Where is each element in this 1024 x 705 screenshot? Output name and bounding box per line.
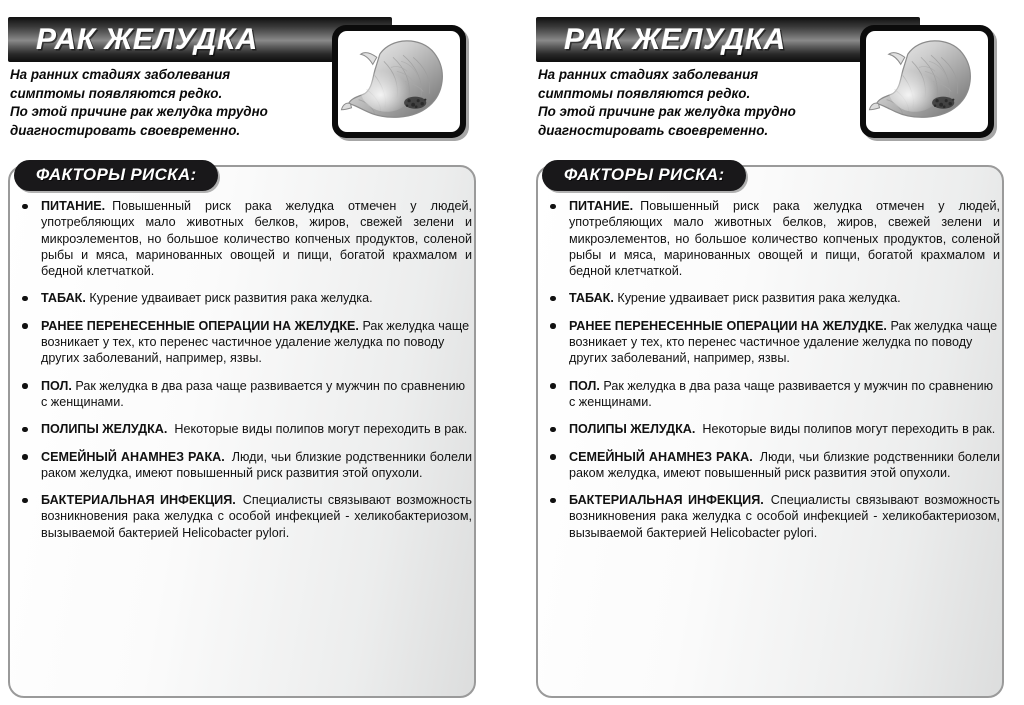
intro-line: По этой причине рак желудка трудно [10, 104, 268, 120]
stomach-icon [866, 31, 988, 132]
bullet-icon [22, 323, 28, 329]
page-title: РАК ЖЕЛУДКА [564, 22, 786, 56]
bullet-icon [22, 296, 28, 302]
list-item [548, 449, 1000, 482]
factor-term: ПОЛИПЫ ЖЕЛУДКА. [569, 422, 696, 437]
factor-text: Рак желудка чаще возникает у тех, кто перенес частичное удаление желудка по поводу других заболеваний, например, язвы. [41, 318, 470, 366]
factor-term: ТАБАК. [41, 291, 86, 306]
intro-line: диагностировать своевременно. [538, 122, 769, 138]
factor-text: Специалисты связывают возможность возникновения рака желудка с особой инфекцией - хеликобактериозом, вызываемой бактерией Helicobacter pylori. [569, 493, 1000, 540]
bullet-icon [550, 498, 556, 504]
intro-text [10, 66, 320, 140]
factor-term: ТАБАК. [569, 291, 614, 306]
factor-term: ПИТАНИЕ. [569, 199, 634, 213]
bullet-icon [22, 427, 28, 433]
list-item [548, 318, 1000, 367]
list-item [20, 318, 472, 367]
factor-text: Люди, чьи близкие родственники болели раком желудка, имеют повышенный риск развития этой опухоли. [569, 449, 1000, 480]
list-item [548, 290, 1000, 306]
intro-line: На ранних стадиях заболевания [10, 67, 231, 82]
bullet-icon [550, 296, 556, 302]
risk-factors-list [548, 198, 1000, 541]
factor-term: СЕМЕЙНЫЙ АНАМНЕЗ РАКА. [569, 449, 753, 464]
stomach-illustration-box [332, 25, 466, 138]
bullet-icon [22, 454, 28, 460]
bullet-icon [22, 204, 28, 210]
list-item [548, 492, 1000, 541]
bullet-icon [22, 498, 28, 504]
factor-text: Повышенный риск рака желудка отмечен у людей, употребляющих мало животных белков, жиров, свежей зелени и микроэлементов, но большое количество копченых продуктов, соленой рыбы и мяса, маринованных овощей и пищи, богатой крахмалом и бедной клетчаткой. [569, 199, 1000, 279]
factor-term: ПОЛИПЫ ЖЕЛУДКА. [41, 422, 168, 437]
list-item [20, 198, 472, 279]
factor-text: Курение удваивает риск развития рака желудка. [617, 291, 901, 306]
list-item [20, 449, 472, 482]
list-item [548, 198, 1000, 279]
intro-line: симптомы появляются редко. [10, 85, 223, 101]
factor-text: Специалисты связывают возможность возникновения рака желудка с особой инфекцией - хеликобактериозом, вызываемой бактерией Helicobacter pylori. [41, 493, 472, 540]
factor-text: Рак желудка в два раза чаще развивается у мужчин по сравнению с женщинами. [569, 378, 994, 409]
factor-text: Люди, чьи близкие родственники болели раком желудка, имеют повышенный риск развития этой опухоли. [41, 449, 472, 480]
list-item [20, 378, 472, 411]
factor-term: БАКТЕРИАЛЬНАЯ ИНФЕКЦИЯ. [41, 493, 236, 508]
list-item [20, 421, 472, 437]
risk-factors-badge [14, 160, 218, 191]
bullet-icon [550, 323, 556, 329]
bullet-icon [22, 383, 28, 389]
factor-term: ПОЛ. [41, 378, 72, 393]
risk-factors-badge [542, 160, 746, 191]
risk-factors-list [20, 198, 472, 541]
bullet-icon [550, 427, 556, 433]
factor-term: СЕМЕЙНЫЙ АНАМНЕЗ РАКА. [41, 449, 225, 464]
factor-term: ПИТАНИЕ. [41, 199, 106, 213]
stomach-illustration-box [860, 25, 994, 138]
list-item [20, 290, 472, 306]
factor-term: ПОЛ. [569, 378, 600, 393]
intro-line: симптомы появляются редко. [538, 85, 751, 101]
intro-line: диагностировать своевременно. [10, 122, 241, 138]
factor-text: Курение удваивает риск развития рака желудка. [89, 291, 373, 306]
factor-text: Рак желудка чаще возникает у тех, кто перенес частичное удаление желудка по поводу других заболеваний, например, язвы. [569, 318, 998, 366]
factor-text: Повышенный риск рака желудка отмечен у людей, употребляющих мало животных белков, жиров, свежей зелени и микроэлементов, но большое количество копченых продуктов, соленой рыбы и мяса, маринованных овощей и пищи, богатой крахмалом и бедной клетчаткой. [41, 199, 472, 279]
bullet-icon [550, 204, 556, 210]
bullet-icon [550, 454, 556, 460]
stomach-icon [338, 31, 460, 132]
intro-text [538, 66, 848, 140]
factor-text: Рак желудка в два раза чаще развивается у мужчин по сравнению с женщинами. [41, 378, 466, 409]
intro-line: На ранних стадиях заболевания [538, 67, 759, 82]
factor-term: БАКТЕРИАЛЬНАЯ ИНФЕКЦИЯ. [569, 493, 764, 508]
list-item [20, 492, 472, 541]
list-item [548, 421, 1000, 437]
intro-line: По этой причине рак желудка трудно [538, 104, 796, 120]
factor-term: РАНЕЕ ПЕРЕНЕСЕННЫЕ ОПЕРАЦИИ НА ЖЕЛУДКЕ. [41, 318, 359, 333]
list-item [548, 378, 1000, 411]
page-title: РАК ЖЕЛУДКА [36, 22, 258, 56]
factor-term: РАНЕЕ ПЕРЕНЕСЕННЫЕ ОПЕРАЦИИ НА ЖЕЛУДКЕ. [569, 318, 887, 333]
leaflet-panel-left [0, 0, 496, 705]
leaflet-panel-right [528, 0, 1024, 705]
risk-factors-badge-label: ФАКТОРЫ РИСКА: [36, 165, 197, 184]
bullet-icon [550, 383, 556, 389]
risk-factors-badge-label: ФАКТОРЫ РИСКА: [564, 165, 725, 184]
factor-text: Некоторые виды полипов могут переходить в рак. [174, 422, 468, 437]
factor-text: Некоторые виды полипов могут переходить в рак. [702, 422, 996, 437]
